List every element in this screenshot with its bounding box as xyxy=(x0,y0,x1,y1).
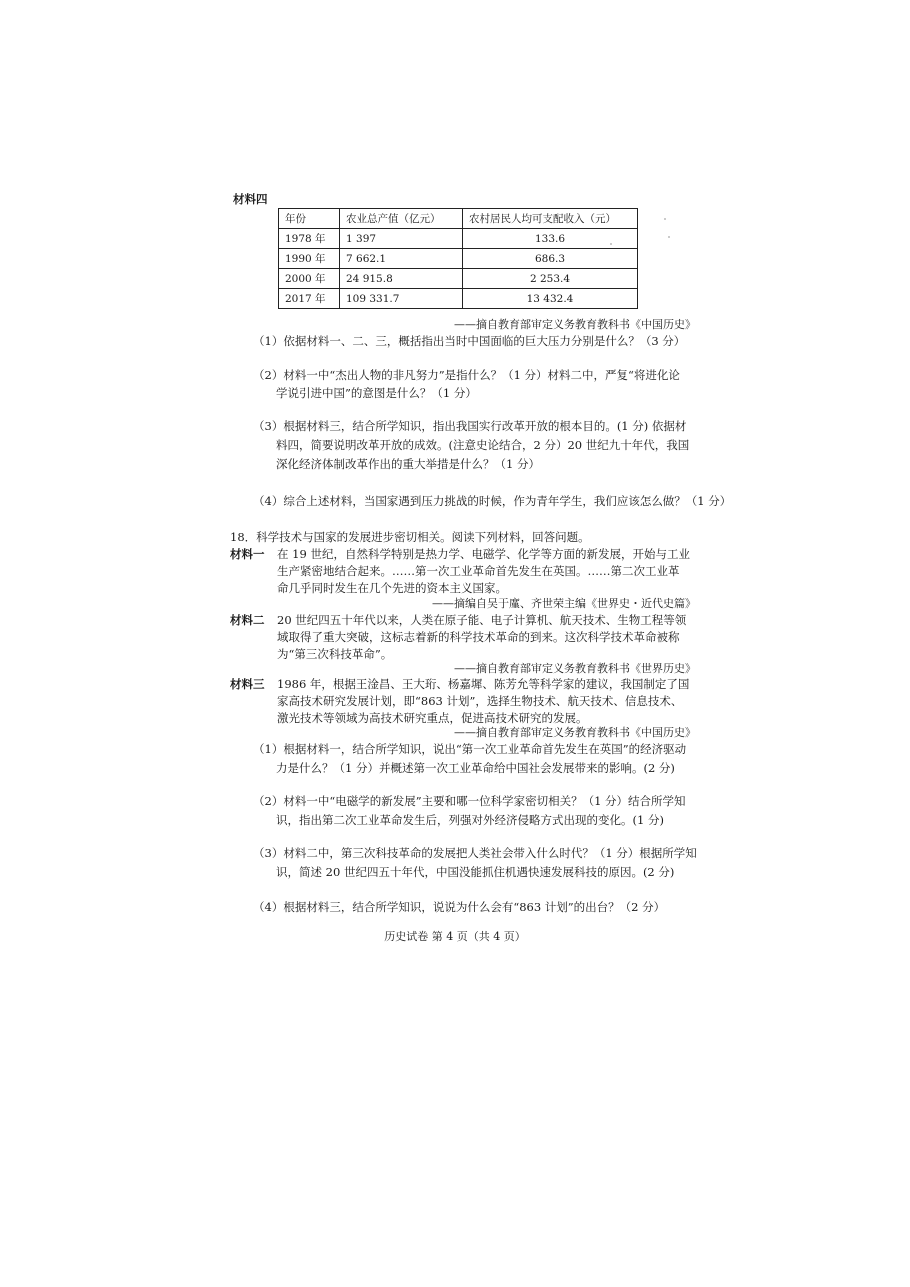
scan-speck xyxy=(664,218,666,220)
table-cell: 2000 年 xyxy=(279,269,340,289)
table-header: 农村居民人均可支配收入（元） xyxy=(463,209,638,229)
material-4-source: ——摘自教育部审定义务教育教科书《中国历史》 xyxy=(454,318,696,331)
q18-sub1-line1: （1）根据材料一，结合所学知识，说出“第一次工业革命首先发生在英国”的经济驱动 xyxy=(253,742,687,756)
q18-material-3-source: ——摘自教育部审定义务教育教科书《中国历史》 xyxy=(454,726,696,739)
table-header: 农业总产值（亿元） xyxy=(340,209,463,229)
table-cell: 109 331.7 xyxy=(340,289,463,309)
table-header-row xyxy=(279,209,638,229)
q18-sub4: （4）根据材料三，结合所学知识，说说为什么会有“863 计划”的出台？（2 分） xyxy=(253,900,666,914)
q18-material-1-source: ——摘编自吴于廑、齐世荣主编《世界史・近代史篇》 xyxy=(432,597,696,610)
q18-material-1-label: 材料一 xyxy=(230,547,265,561)
q18-sub1-line2: 力是什么？（1 分）并概述第一次工业革命给中国社会发展带来的影响。(2 分) xyxy=(276,761,675,775)
table-header: 年份 xyxy=(279,209,340,229)
table-row xyxy=(279,249,638,269)
q18-sub3-line1: （3）材料二中，第三次科技革命的发展把人类社会带入什么时代？（1 分）根据所学知 xyxy=(253,846,697,860)
table-row xyxy=(279,289,638,309)
table-row xyxy=(279,229,638,249)
q18-material-1-line3: 命几乎同时发生在几个先进的资本主义国家。 xyxy=(277,581,507,595)
q17-sub2-line2: 学说引进中国”的意图是什么？（1 分） xyxy=(276,386,477,400)
table-cell: 24 915.8 xyxy=(340,269,463,289)
q17-sub3-line3: 深化经济体制改革作出的重大举措是什么？（1 分） xyxy=(276,457,540,471)
table-cell: 1990 年 xyxy=(279,249,340,269)
q17-sub2-line1: （2）材料一中“杰出人物的非凡努力”是指什么？（1 分）材料二中，严复“将进化论 xyxy=(253,368,680,382)
table-cell: 133.6 xyxy=(463,229,638,249)
material-4-label: 材料四 xyxy=(233,192,268,206)
table-cell: 13 432.4 xyxy=(463,289,638,309)
scan-speck xyxy=(668,236,670,238)
q18-material-2-line2: 域取得了重大突破，这标志着新的科学技术革命的到来。这次科学技术革命被称 xyxy=(277,630,680,644)
table-cell: 1978 年 xyxy=(279,229,340,249)
table-cell: 1 397 xyxy=(340,229,463,249)
q18-material-1-line1: 在 19 世纪，自然科学特别是热力学、电磁学、化学等方面的新发展，开始与工业 xyxy=(277,547,690,561)
q18-material-2-line3: 为“第三次科技革命”。 xyxy=(277,647,393,661)
q18-sub3-line2: 识，简述 20 世纪四五十年代，中国没能抓住机遇快速发展科技的原因。(2 分) xyxy=(276,865,675,879)
q17-sub1: （1）依据材料一、二、三，概括指出当时中国面临的巨大压力分别是什么？（3 分） xyxy=(253,334,686,348)
agriculture-income-table xyxy=(278,208,638,309)
page-footer: 历史试卷 第 4 页（共 4 页） xyxy=(384,930,526,943)
q17-sub4: （4）综合上述材料，当国家遇到压力挑战的时候，作为青年学生，我们应该怎么做？（1 分） xyxy=(253,494,732,508)
q17-sub3-line1: （3）根据材料三，结合所学知识，指出我国实行改革开放的根本目的。(1 分) 依据材 xyxy=(253,419,687,433)
q18-material-3-label: 材料三 xyxy=(230,677,265,691)
table-cell: 686.3 xyxy=(463,249,638,269)
q18-material-2-line1: 20 世纪四五十年代以来，人类在原子能、电子计算机、航天技术、生物工程等领 xyxy=(277,613,687,627)
q18-material-3-line3: 激光技术等领域为高技术研究重点，促进高技术研究的发展。 xyxy=(277,711,588,725)
table-cell: 2 253.4 xyxy=(463,269,638,289)
q18-material-1-line2: 生产紧密地结合起来。……第一次工业革命首先发生在英国。……第二次工业革 xyxy=(277,564,680,578)
q18-material-2-source: ——摘自教育部审定义务教育教科书《世界历史》 xyxy=(454,662,696,675)
table-row xyxy=(279,269,638,289)
q18-sub2-line2: 识，指出第二次工业革命发生后，列强对外经济侵略方式出现的变化。(1 分) xyxy=(276,813,664,827)
q18-material-2-label: 材料二 xyxy=(230,613,265,627)
table-cell: 2017 年 xyxy=(279,289,340,309)
table-cell: 7 662.1 xyxy=(340,249,463,269)
q18-stem: 18．科学技术与国家的发展进步密切相关。阅读下列材料，回答问题。 xyxy=(230,530,590,544)
q18-sub2-line1: （2）材料一中“电磁学的新发展”主要和哪一位科学家密切相关？（1 分）结合所学知 xyxy=(253,794,686,808)
q17-sub3-line2: 料四，简要说明改革开放的成效。(注意史论结合，2 分）20 世纪九十年代，我国 xyxy=(276,438,690,452)
q18-material-3-line2: 家高技术研究发展计划，即“863 计划”，选择生物技术、航天技术、信息技术、 xyxy=(277,694,683,708)
q18-material-3-line1: 1986 年，根据王淦昌、王大珩、杨嘉墀、陈芳允等科学家的建议，我国制定了国 xyxy=(277,677,690,691)
